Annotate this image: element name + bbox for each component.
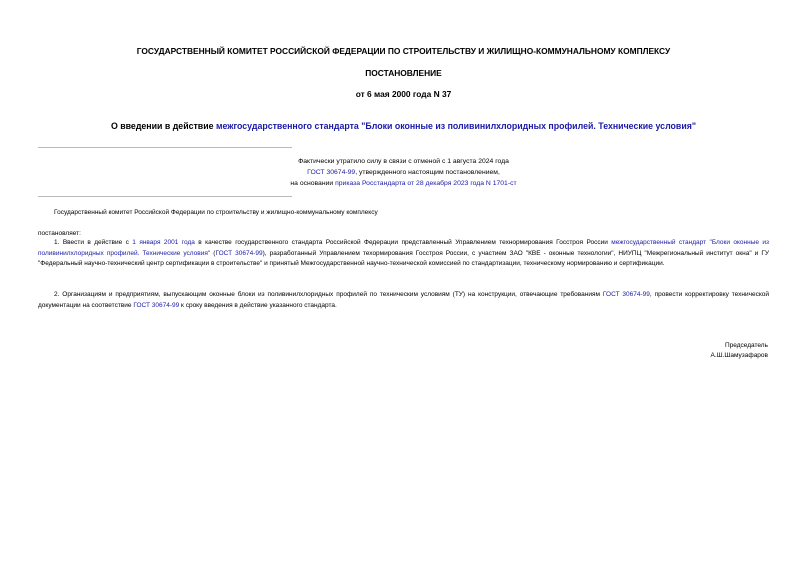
gost-status-link[interactable]: ГОСТ 30674-99	[307, 169, 356, 176]
gost-link-para1[interactable]: ГОСТ 30674-99	[215, 249, 263, 257]
divider-top	[38, 147, 292, 148]
document-date-number: от 6 мая 2000 года N 37	[355, 89, 452, 99]
paragraph-2-text-b: , провести корректировку технической документации на соответствие	[38, 291, 770, 309]
divider-bottom	[38, 196, 292, 197]
standard-title-link[interactable]: межгосударственный стандарт "Блоки оконные из поливинилхлоридных профилей. Технические условия"	[38, 239, 769, 257]
paragraph-1-text-d: ), разработанный Управлением техормирования Госстроя России, с участием ЗАО "КВЕ - оконные технологии", НИУПЦ "Межрегиональный институт окна" и ГУ "Федеральный научно-технический центр сертификации в строительстве" и принятый Межгосударственной научно-технической комиссией по стандартизации, техническому нормированию и сертификации.	[38, 249, 770, 267]
gost-link-para2-second[interactable]: ГОСТ 30674-99	[133, 301, 180, 309]
status-note-line-3-prefix: на основании	[290, 180, 336, 187]
status-note-line-3	[0, 180, 807, 187]
document-title	[0, 121, 807, 131]
gost-link-para2-first[interactable]: ГОСТ 30674-99	[602, 291, 650, 298]
paragraph-2-text-c: к сроку введения в действие указанного стандарта.	[179, 301, 337, 309]
paragraph-1-text-c: (	[210, 249, 216, 257]
paragraph-1-text-b: в качестве государственного стандарта Российской Федерации представленный Управлением технормирования Госстроя России	[194, 239, 612, 246]
signature-name: А.Ш.Шамузафаров	[710, 352, 768, 359]
effective-date-link[interactable]: 1 января 2001 года	[132, 239, 195, 246]
signature-role: Председатель	[724, 342, 768, 349]
decree-word: постановляет:	[38, 230, 81, 237]
status-note-line-2-text: , утвержденного настоящим постановлением,	[355, 169, 500, 176]
document-type-heading: ПОСТАНОВЛЕНИЕ	[365, 68, 442, 78]
status-note-line-2	[0, 169, 807, 176]
paragraph-1	[38, 238, 769, 270]
committee-heading: ГОСУДАРСТВЕННЫЙ КОМИТЕТ РОССИЙСКОЙ ФЕДЕРАЦИИ ПО СТРОИТЕЛЬСТВУ И ЖИЛИЩНО-КОММУНАЛЬНОМУ КОМПЛЕКСУ	[136, 46, 671, 56]
status-note-line-1: Фактически утратило силу в связи с отменой с 1 августа 2024 года	[298, 158, 509, 165]
paragraph-1-text-a: 1. Ввести в действие с	[54, 239, 133, 246]
title-prefix: О введении в действие	[110, 121, 216, 131]
paragraph-2	[38, 290, 769, 311]
title-standard-link[interactable]: межгосударственного стандарта "Блоки оконные из поливинилхлоридных профилей. Технические условия"	[215, 121, 697, 131]
intro-paragraph: Государственный комитет Российской Федерации по строительству и жилищно-коммунальному комплексу	[54, 209, 378, 216]
rosstandart-order-link[interactable]: приказа Росстандарта от 28 декабря 2023 года N 1701-ст	[335, 180, 517, 187]
paragraph-2-text-a: 2. Организациям и предприятиям, выпускающим оконные блоки из поливинилхлоридных профилей по техническим условиям (ТУ) на конструкции, отвечающие требованиям	[54, 291, 603, 298]
